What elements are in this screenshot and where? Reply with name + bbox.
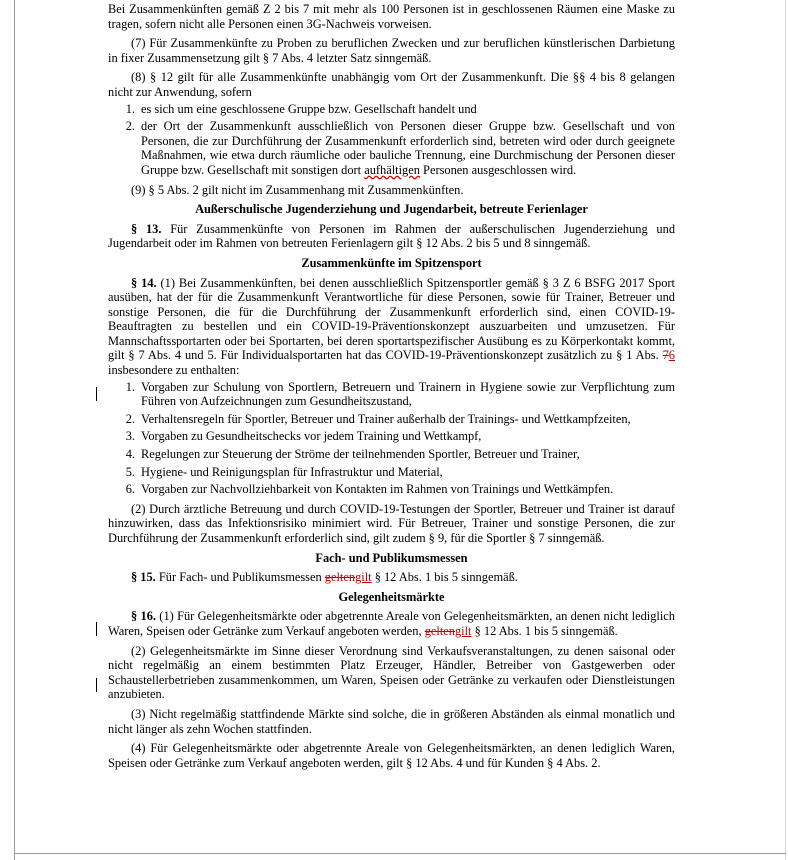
paragraph-9: (9) § 5 Abs. 2 gilt nicht im Zusammenhang mit Zusammenkünften. <box>131 182 464 197</box>
change-bar <box>96 678 97 692</box>
list-item <box>108 482 675 497</box>
list-text: es sich um eine geschlossene Gruppe bzw. Gesellschaft handelt und <box>141 101 477 116</box>
list-number: 2. <box>125 411 135 426</box>
tracked-insertion[interactable]: gilt <box>355 570 372 585</box>
section-label: § 14. <box>131 275 157 290</box>
list-number: 1. <box>125 101 135 116</box>
list-number: 1. <box>125 379 135 394</box>
section-16-paragraph-2: (2) Gelegenheitsmärkte im Sinne dieser Verordnung sind Verkaufsveranstaltungen, zu denen saisonal oder nicht regelmäßig an einem bestimmten Platz Erzeuger, Händler, Betreiber von Gastgewerben oder Schaustellerbetrieben zusammenkommen, um Waren, Speisen oder Getränke zu verkaufen oder Dienstleistungen anzubieten. <box>108 643 675 702</box>
paragraph-8: (8) § 12 gilt für alle Zusammenkünfte unabhängig vom Ort der Zusammenkunft. Die §§ 4 bis 8 gelangen nicht zur Anwendung, sofern <box>108 70 675 99</box>
section-label: § 16. <box>131 609 156 624</box>
section-14: § 14. (1) Bei Zusammenkünften, bei denen ausschließlich Spitzensportler gemäß § 3 Z 6 BSFG 2017 Sport ausüben, hat der für die Zusammenkunft Verantwortliche für diese Personen, sowie für Trainer, Betreuer und sonstige Personen, die für die Durchführung der Zusammenkunft erforderlich sind, einen COVID-19-Beauftragten zu bestellen und ein COVID-19-Präventionskonzept auszuarbeiten und umzusetzen. Für Mannschaftssportarten oder bei Sportarten, bei deren sportartspezifischer Ausübung es zu Körperkontakt kommt, gilt § 7 Abs. 4 und 5. Für Individualsportarten hat das COVID-19-Präventionskonzept zusätzlich zu § 1 Abs. 76 insbesondere zu enthalten: <box>108 275 675 378</box>
list-number: 6. <box>125 482 135 497</box>
page-right-border <box>785 0 786 860</box>
list-number: 4. <box>125 447 135 462</box>
paragraph: Bei Zusammenkünften gemäß Z 2 bis 7 mit mehr als 100 Personen ist in geschlossenen Räumen eine Maske zu tragen, sofern nicht alle Personen einen 3G-Nachweis vorweisen. <box>108 2 675 31</box>
list-number: 3. <box>125 429 135 444</box>
change-bar <box>96 622 97 636</box>
list-item <box>108 447 675 462</box>
list-text: Regelungen zur Steuerung der Ströme der teilnehmenden Sportler, Betreuer und Trainer, <box>141 447 580 462</box>
section-heading: Gelegenheitsmärkte <box>338 589 445 604</box>
section-16-paragraph-3: (3) Nicht regelmäßig stattfindende Märkte sind solche, die in größeren Abständen als einmal monatlich und nicht länger als zehn Wochen stattfinden. <box>108 706 675 736</box>
section-heading: Fach- und Publikumsmessen <box>315 550 468 565</box>
tracked-insertion[interactable]: 6 <box>668 348 675 363</box>
page-left-border <box>14 0 15 860</box>
section-16: § 16. (1) Für Gelegenheitsmärkte oder abgetrennte Areale von Gelegenheitsmärkten, an denen nicht lediglich Waren, Speisen oder Getränke zum Verkauf angeboten werden, geltengilt § 12 Abs. 1 bis 5 sinngemäß. <box>108 609 675 638</box>
list-item <box>108 102 675 117</box>
tracked-deletion[interactable]: gelten <box>324 570 356 585</box>
section-heading: Außerschulische Jugenderziehung und Jugendarbeit, betreute Ferienlager <box>195 202 588 217</box>
spelling-error-word[interactable]: aufhältigen <box>364 162 420 177</box>
section-15: § 15. Für Fach- und Publikumsmessen geltengilt § 12 Abs. 1 bis 5 sinngemäß. <box>131 570 518 585</box>
section-label: § 15. <box>131 570 156 585</box>
list-text: Vorgaben zu Gesundheitschecks vor jedem Training und Wettkampf, <box>141 429 482 444</box>
change-bar <box>96 387 97 401</box>
list-item <box>108 119 675 177</box>
list-text: Verhaltensregeln für Sportler, Betreuer und Trainer außerhalb der Trainings- und Wettkampfzeiten, <box>141 411 631 426</box>
list-item <box>108 429 675 444</box>
tracked-deletion[interactable]: gelten <box>424 623 455 638</box>
list-item <box>108 380 675 409</box>
section-16-paragraph-4: (4) Für Gelegenheitsmärkte oder abgetrennte Areale von Gelegenheitsmärkten, an denen lediglich Waren, Speisen oder Getränke zum Verkauf angeboten werden, gilt § 12 Abs. 4 und für Kunden § 4 Abs. 2. <box>108 741 675 770</box>
section-label: § 13. <box>131 221 162 236</box>
section-heading: Zusammenkünfte im Spitzensport <box>301 255 482 270</box>
list-text: der Ort der Zusammenkunft ausschließlich von Personen dieser Gruppe bzw. Gesellschaft und von Personen, die zur Durchführung der Zusammenkunft erforderlich sind, betreten wird oder durch geeignete Maßnahmen, wie etwa durch räumliche oder bauliche Trennung, eine Durchmischung der Personen dieser Gruppe bzw. Gesellschaft mit sonstigen dort aufhältigen Personen ausgeschlossen wird. <box>141 119 675 177</box>
list-text: Vorgaben zur Schulung von Sportlern, Betreuern und Trainern in Hygiene sowie zur Verpflichtung zum Führen von Aufzeichnungen zum Gesundheitszustand, <box>141 379 675 409</box>
section-14-paragraph-2: (2) Durch ärztliche Betreuung und durch COVID-19-Testungen der Sportler, Betreuer und Trainer ist darauf hinzuwirken, dass das Infektionsrisiko minimiert wird. Für Betreuer, Trainer und sonstige Personen, die zur Durchführung der Zusammenkunft erforderlich sind, gilt zudem § 9, für die Sportler § 7 sinngemäß. <box>108 501 675 545</box>
list-item <box>108 465 675 480</box>
document-body[interactable] <box>108 2 675 775</box>
tracked-deletion[interactable]: 7 <box>662 348 669 363</box>
tracked-insertion[interactable]: gilt <box>454 623 472 638</box>
list-number: 2. <box>125 119 135 134</box>
list-item <box>108 412 675 427</box>
page-bottom-border <box>14 853 786 854</box>
section-13: § 13. Für Zusammenkünfte von Personen im Rahmen der außerschulischen Jugenderziehung und Jugendarbeit oder im Rahmen von betreuten Ferienlagern gilt § 12 Abs. 2 bis 5 und 8 sinngemäß. <box>108 221 676 251</box>
list-text: Vorgaben zur Nachvollziehbarkeit von Kontakten im Rahmen von Trainings und Wettkämpfen. <box>141 482 614 497</box>
paragraph-7: (7) Für Zusammenkünfte zu Proben zu beruflichen Zwecken und zur beruflichen künstlerischen Darbietung in fixer Zusammensetzung gilt § 7 Abs. 4 letzter Satz sinngemäß. <box>108 36 675 65</box>
list-number: 5. <box>125 464 135 479</box>
list-text: Hygiene- und Reinigungsplan für Infrastruktur und Material, <box>141 464 443 479</box>
